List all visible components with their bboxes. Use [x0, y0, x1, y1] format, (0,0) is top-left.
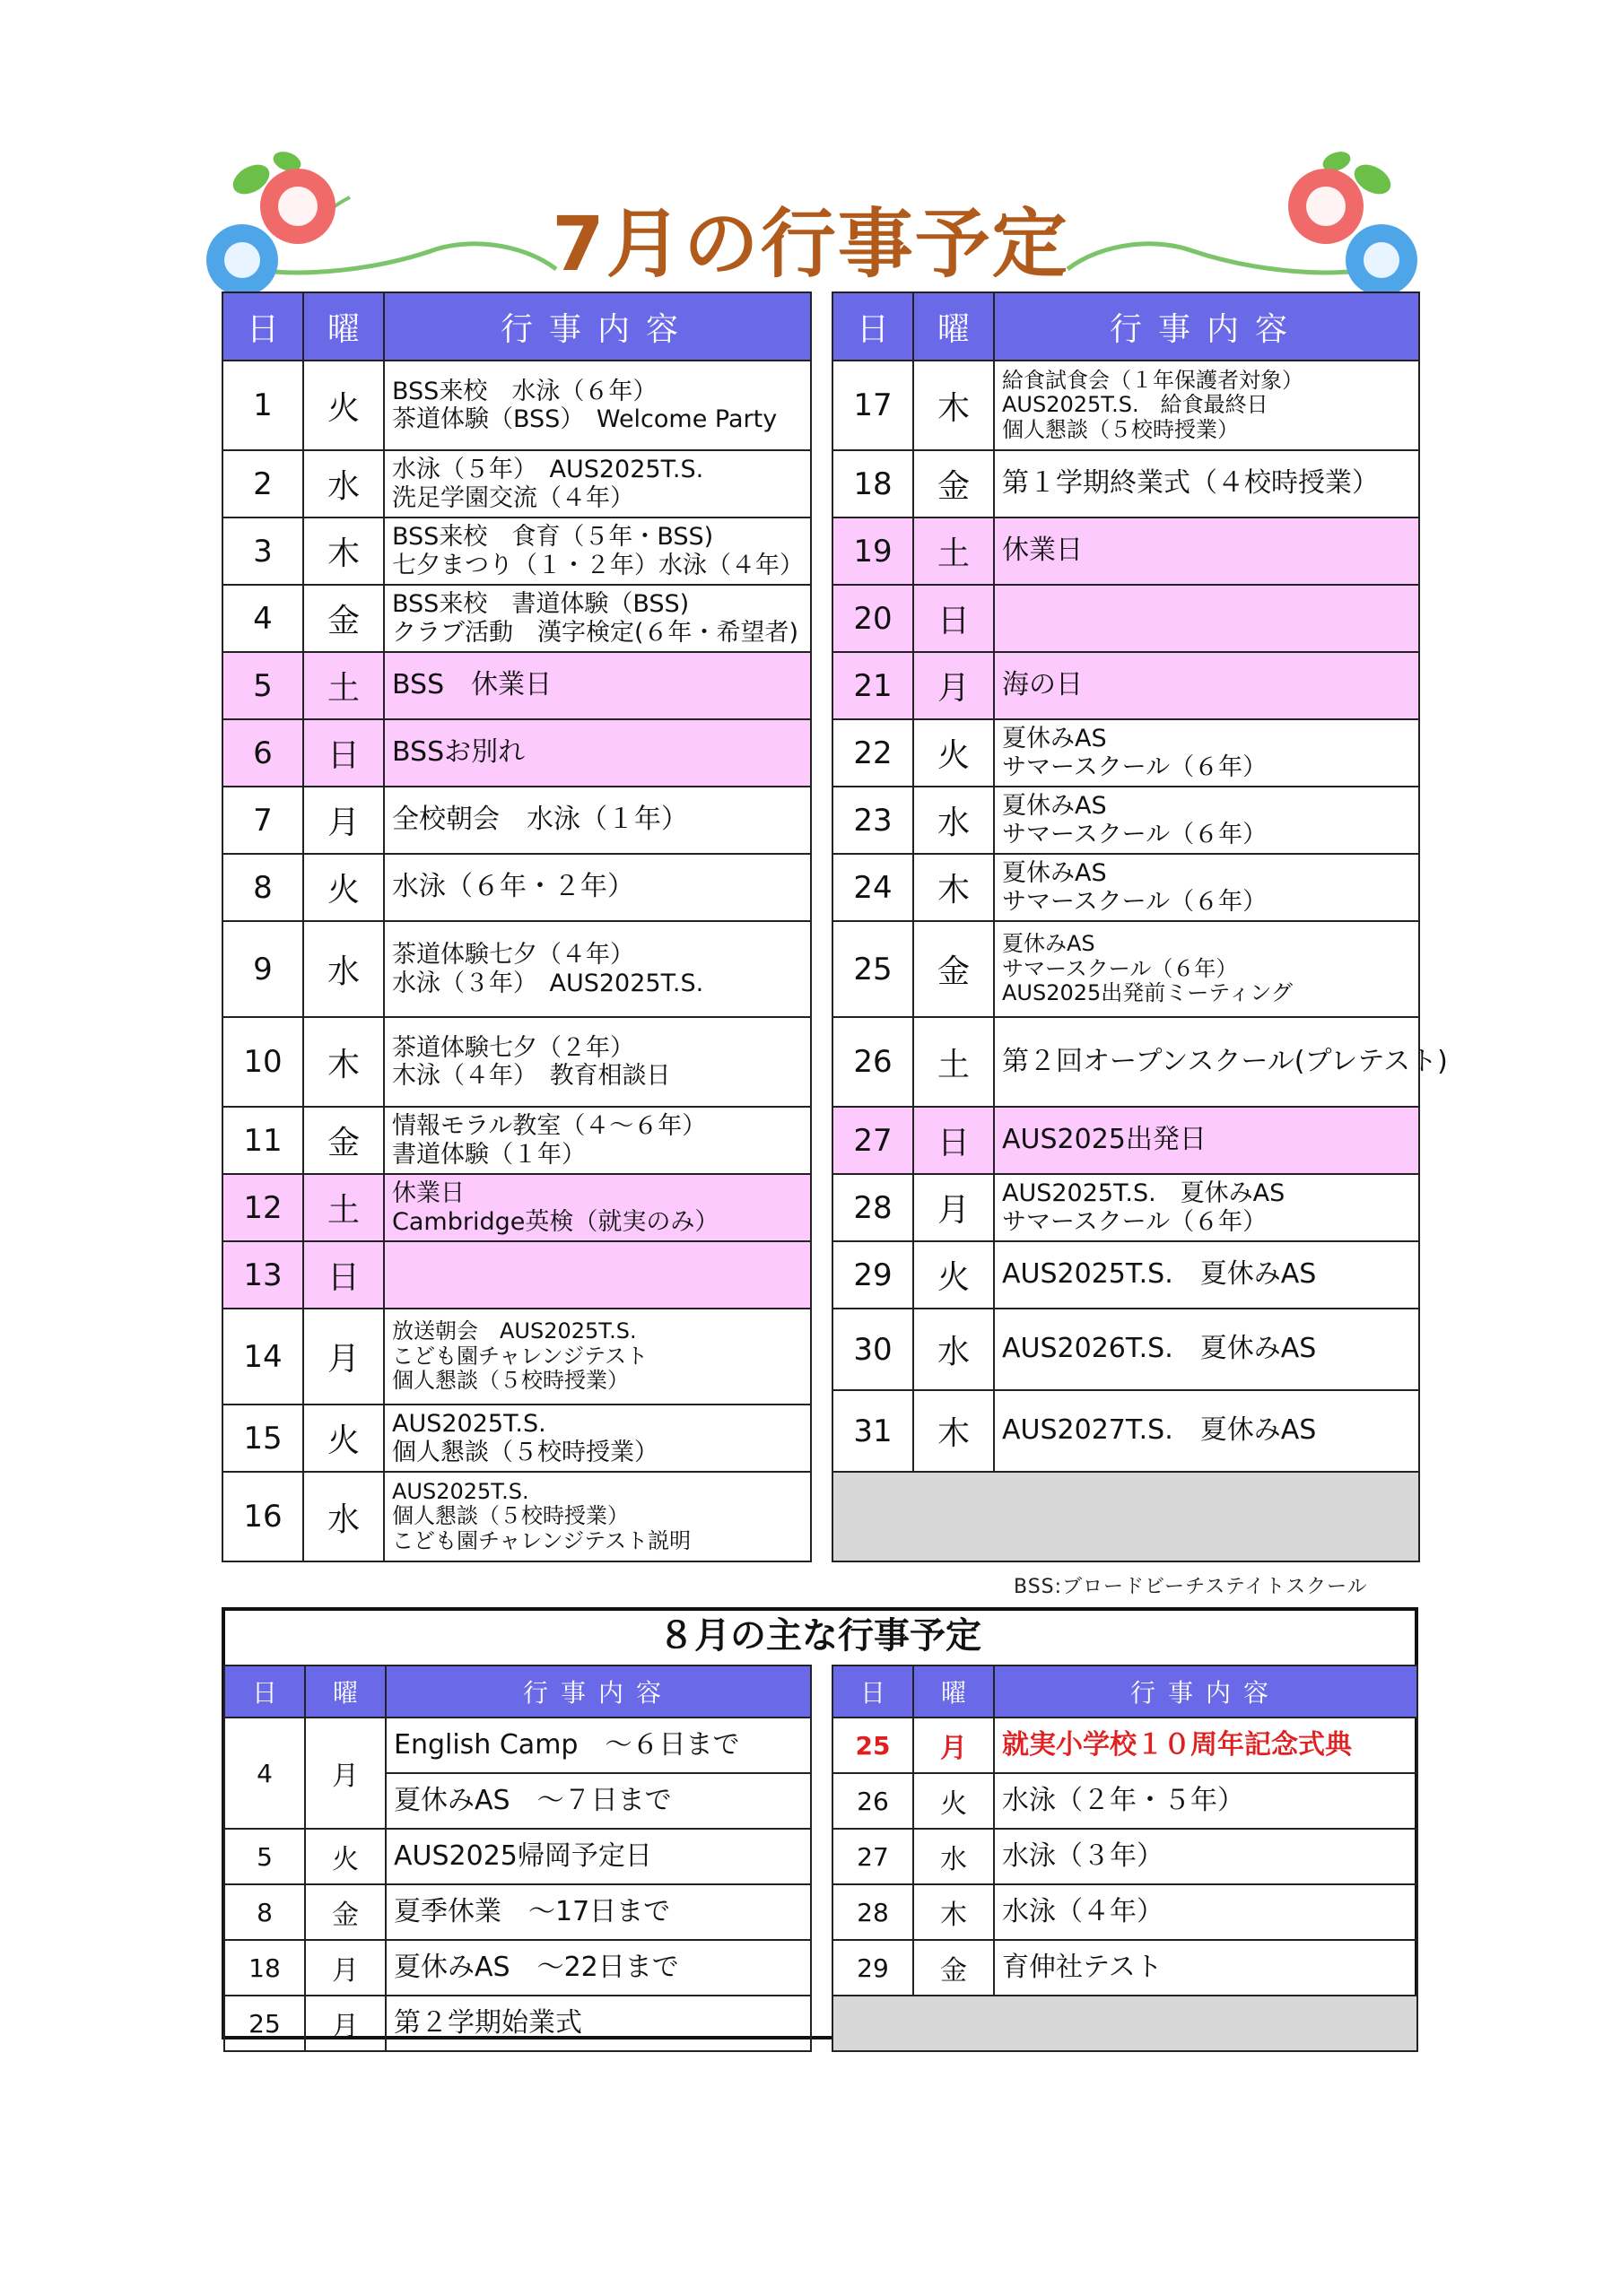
- table-row: [832, 787, 1419, 854]
- event-text: AUS2025T.S.: [392, 1410, 546, 1439]
- table-row: [832, 1773, 1417, 1829]
- event-text: こども園チャレンジテスト: [392, 1343, 649, 1369]
- event-text: 個人懇談（５校時授業）: [392, 1503, 629, 1529]
- table-row: [224, 1829, 811, 1884]
- event-cell: [994, 1884, 1417, 1940]
- event-text: 夏休みAS: [1002, 792, 1107, 821]
- event-cell: 夏休みAS 〜22日まで: [386, 1940, 811, 1996]
- event-text: AUS2025T.S.: [392, 1478, 529, 1504]
- empty-cell: [832, 1472, 1419, 1561]
- table-row: [222, 1017, 811, 1107]
- day-cell: 3: [222, 517, 303, 585]
- event-text: 夏休みAS: [1002, 931, 1095, 957]
- weekday-cell: 木: [303, 1017, 384, 1107]
- event-text: サマースクール（６年）: [1002, 820, 1268, 848]
- event-cell: English Camp 〜６日まで: [386, 1718, 811, 1773]
- event-text: サマースクール（６年）: [1002, 887, 1268, 916]
- event-cell: [994, 1940, 1417, 1996]
- day-cell: 12: [222, 1174, 303, 1241]
- table-row: [832, 1309, 1419, 1390]
- day-cell: 23: [832, 787, 913, 854]
- table-row: [832, 1390, 1419, 1472]
- day-cell: 9: [222, 921, 303, 1017]
- table-row: [832, 1107, 1419, 1174]
- day-cell: 27: [832, 1829, 913, 1884]
- event-cell: [994, 787, 1419, 854]
- event-text: 茶道体験（BSS） Welcome Party: [392, 405, 778, 433]
- weekday-cell: 木: [913, 1390, 994, 1472]
- weekday-cell: 水: [303, 921, 384, 1017]
- weekday-cell: 水: [913, 1829, 994, 1884]
- weekday-cell: 金: [913, 921, 994, 1017]
- weekday-cell: 土: [303, 652, 384, 719]
- event-text: AUS2025T.S. 夏休みAS: [1002, 1258, 1317, 1291]
- table-row: [224, 1940, 811, 1996]
- event-cell: [994, 1107, 1419, 1174]
- table-row: [832, 361, 1419, 450]
- event-cell: [384, 1017, 811, 1107]
- event-text: サマースクール（６年）: [1002, 955, 1238, 981]
- august-schedule-left: [223, 1665, 812, 2052]
- event-text: 就実小学校１０周年記念式典: [1002, 1728, 1352, 1761]
- header-day: 日: [832, 292, 913, 361]
- weekday-cell: 木: [913, 1884, 994, 1940]
- bss-note: BSS:ブロードビーチステイトスクール: [1014, 1576, 1368, 1598]
- header-content: 行事内容: [386, 1665, 811, 1718]
- weekday-cell: 月: [303, 1309, 384, 1405]
- weekday-cell: 月: [305, 1996, 386, 2051]
- header-content: 行事内容: [994, 292, 1419, 361]
- day-cell: 10: [222, 1017, 303, 1107]
- august-schedule-right: [832, 1665, 1418, 2052]
- event-text: 個人懇談（５校時授業）: [392, 1438, 658, 1466]
- event-text: 給食試食会（１年保護者対象）: [1002, 367, 1303, 393]
- event-text: 七夕まつり（１・２年）水泳（４年）: [392, 551, 804, 579]
- weekday-cell: 金: [913, 1940, 994, 1996]
- event-text: 書道体験（１年）: [392, 1140, 586, 1169]
- header-content: 行事内容: [994, 1665, 1417, 1718]
- table-row: [832, 921, 1419, 1017]
- weekday-cell: 金: [913, 450, 994, 517]
- empty-row: [832, 1996, 1417, 2051]
- event-text: 水泳（３年）: [1002, 1839, 1163, 1872]
- day-cell: 5: [222, 652, 303, 719]
- weekday-cell: 金: [303, 1107, 384, 1174]
- weekday-cell: 火: [303, 854, 384, 921]
- day-cell: 17: [832, 361, 913, 450]
- event-text: 個人懇談（５校時授業）: [1002, 416, 1239, 442]
- weekday-cell: 水: [303, 450, 384, 517]
- day-cell: 16: [222, 1472, 303, 1561]
- weekday-cell: 月: [305, 1940, 386, 1996]
- event-cell: [384, 450, 811, 517]
- day-cell: 6: [222, 719, 303, 787]
- event-text: 休業日: [392, 1179, 465, 1208]
- event-text: 洗足学園交流（４年）: [392, 483, 634, 512]
- event-text: こども園チャレンジテスト説明: [392, 1527, 692, 1553]
- day-cell: 5: [224, 1829, 305, 1884]
- day-cell: 8: [222, 854, 303, 921]
- weekday-cell: 月: [913, 1174, 994, 1241]
- event-cell: [384, 1174, 811, 1241]
- event-text: AUS2025T.S. 夏休みAS: [1002, 1179, 1285, 1208]
- weekday-cell: 月: [913, 652, 994, 719]
- weekday-cell: 木: [913, 361, 994, 450]
- day-cell: 25: [832, 921, 913, 1017]
- day-cell: 13: [222, 1241, 303, 1309]
- event-text: BSSお別れ: [392, 736, 526, 769]
- event-cell: [384, 854, 811, 921]
- july-schedule-right: [832, 291, 1448, 1562]
- july-schedule-left: [222, 291, 812, 1562]
- event-text: AUS2027T.S. 夏休みAS: [1002, 1414, 1317, 1447]
- empty-row: [832, 1472, 1419, 1561]
- day-cell: 4: [222, 585, 303, 652]
- table-row: [832, 517, 1419, 585]
- weekday-cell: 火: [913, 719, 994, 787]
- table-row: [832, 1241, 1419, 1309]
- event-text: サマースクール（６年）: [1002, 752, 1268, 781]
- event-cell: 第２学期始業式: [386, 1996, 811, 2051]
- day-cell: 8: [224, 1884, 305, 1940]
- event-text: 第２回オープンスクール(プレテスト): [1002, 1045, 1448, 1077]
- event-text: 情報モラル教室（４〜６年）: [392, 1112, 707, 1141]
- event-cell: [994, 517, 1419, 585]
- table-row: [832, 1884, 1417, 1940]
- weekday-cell: 水: [913, 1309, 994, 1390]
- event-text: 茶道体験七夕（２年）: [392, 1033, 634, 1062]
- weekday-cell: 火: [303, 1405, 384, 1472]
- event-cell: [994, 1241, 1419, 1309]
- event-cell: [994, 652, 1419, 719]
- august-title: ８月の主な行事予定: [658, 1615, 981, 1657]
- day-cell: 7: [222, 787, 303, 854]
- table-row: [222, 1472, 811, 1561]
- event-cell: [994, 1718, 1417, 1773]
- weekday-cell: 水: [913, 787, 994, 854]
- table-row: [222, 1174, 811, 1241]
- event-cell: 夏季休業 〜17日まで: [386, 1884, 811, 1940]
- weekday-cell: 火: [913, 1773, 994, 1829]
- event-text: 全校朝会 水泳（１年）: [392, 804, 688, 836]
- weekday-cell: 日: [913, 585, 994, 652]
- table-row: [222, 854, 811, 921]
- day-cell: 15: [222, 1405, 303, 1472]
- event-cell: [994, 1309, 1419, 1390]
- table-row: [222, 517, 811, 585]
- event-text: BSS来校 水泳（６年）: [392, 377, 658, 405]
- weekday-cell: 金: [305, 1884, 386, 1940]
- event-cell: [994, 719, 1419, 787]
- weekday-cell: 土: [913, 1017, 994, 1107]
- day-cell: 11: [222, 1107, 303, 1174]
- event-cell: [994, 1829, 1417, 1884]
- event-text: AUS2025T.S. 給食最終日: [1002, 392, 1268, 418]
- event-text: 第１学期終業式（４校時授業）: [1002, 467, 1379, 500]
- event-text: 茶道体験七夕（４年）: [392, 941, 634, 970]
- weekday-cell: 火: [913, 1241, 994, 1309]
- weekday-cell: 月: [305, 1718, 386, 1829]
- table-row: [832, 1174, 1419, 1241]
- day-cell: 28: [832, 1174, 913, 1241]
- day-cell: 25: [832, 1718, 913, 1773]
- weekday-cell: 月: [913, 1718, 994, 1773]
- table-row: [832, 1940, 1417, 1996]
- day-cell: 28: [832, 1884, 913, 1940]
- weekday-cell: 金: [303, 585, 384, 652]
- event-cell: [994, 1174, 1419, 1241]
- event-text: BSS来校 書道体験（BSS): [392, 590, 690, 619]
- table-row: [832, 1718, 1417, 1773]
- event-cell: [384, 719, 811, 787]
- weekday-cell: 土: [913, 517, 994, 585]
- weekday-cell: 日: [913, 1107, 994, 1174]
- event-cell: [384, 1107, 811, 1174]
- day-cell: 24: [832, 854, 913, 921]
- event-text: AUS2026T.S. 夏休みAS: [1002, 1333, 1317, 1365]
- table-row: [832, 719, 1419, 787]
- empty-cell: [832, 1996, 1417, 2051]
- header-weekday: 曜: [305, 1665, 386, 1718]
- event-cell: [384, 1472, 811, 1561]
- weekday-cell: 土: [303, 1174, 384, 1241]
- weekday-cell: 木: [913, 854, 994, 921]
- table-row: [222, 719, 811, 787]
- table-row: [222, 787, 811, 854]
- event-cell: [384, 1405, 811, 1472]
- event-text: 夏休みAS: [1002, 725, 1107, 753]
- event-cell: [384, 921, 811, 1017]
- event-cell: [994, 921, 1419, 1017]
- event-cell: [384, 1309, 811, 1405]
- table-row: [222, 921, 811, 1017]
- event-text: 個人懇談（５校時授業）: [392, 1368, 629, 1394]
- table-row: [224, 1884, 811, 1940]
- day-cell: 21: [832, 652, 913, 719]
- day-cell: 25: [224, 1996, 305, 2051]
- event-cell: [384, 1241, 811, 1309]
- weekday-cell: 日: [303, 1241, 384, 1309]
- event-text: 水泳（２年・５年）: [1002, 1784, 1244, 1816]
- event-cell: [994, 450, 1419, 517]
- event-text: 放送朝会 AUS2025T.S.: [392, 1318, 637, 1344]
- table-row: [222, 450, 811, 517]
- day-cell: 26: [832, 1773, 913, 1829]
- event-cell: [384, 787, 811, 854]
- day-cell: 2: [222, 450, 303, 517]
- table-row: [832, 1829, 1417, 1884]
- table-row: [222, 585, 811, 652]
- event-cell: [994, 1390, 1419, 1472]
- weekday-cell: 火: [303, 361, 384, 450]
- event-cell: [994, 854, 1419, 921]
- header-weekday: 曜: [913, 292, 994, 361]
- event-text: 夏休みAS: [1002, 859, 1107, 888]
- table-row: [832, 585, 1419, 652]
- event-cell: 夏休みAS 〜７日まで: [386, 1773, 811, 1829]
- header-weekday: 曜: [303, 292, 384, 361]
- event-cell: [384, 652, 811, 719]
- day-cell: 18: [832, 450, 913, 517]
- event-text: 木泳（４年） 教育相談日: [392, 1062, 671, 1090]
- header-weekday: 曜: [913, 1665, 994, 1718]
- day-cell: 29: [832, 1940, 913, 1996]
- day-cell: 4: [224, 1718, 305, 1829]
- event-text: サマースクール（６年）: [1002, 1207, 1268, 1236]
- event-text: 水泳（６年・２年）: [392, 871, 634, 903]
- table-row: [832, 450, 1419, 517]
- weekday-cell: 木: [303, 517, 384, 585]
- event-text: BSS来校 食育（５年・BSS): [392, 523, 714, 552]
- event-text: Cambridge英検（就実のみ）: [392, 1207, 719, 1236]
- table-row: [832, 1017, 1419, 1107]
- table-row: [222, 1405, 811, 1472]
- header-content: 行事内容: [384, 292, 811, 361]
- day-cell: 29: [832, 1241, 913, 1309]
- event-text: 水泳（４年）: [1002, 1895, 1163, 1927]
- event-text: 海の日: [1002, 669, 1083, 701]
- table-row: [222, 1107, 811, 1174]
- day-cell: 31: [832, 1390, 913, 1472]
- table-row: [224, 1718, 811, 1773]
- event-text: BSS 休業日: [392, 669, 553, 701]
- event-cell: [994, 1773, 1417, 1829]
- event-cell: [994, 585, 1419, 652]
- day-cell: 18: [224, 1940, 305, 1996]
- day-cell: 19: [832, 517, 913, 585]
- event-cell: [994, 361, 1419, 450]
- table-row: [224, 1996, 811, 2051]
- event-text: 水泳（５年） AUS2025T.S.: [392, 456, 704, 484]
- weekday-cell: 水: [303, 1472, 384, 1561]
- event-text: 休業日: [1002, 535, 1083, 567]
- page-title: 7月の行事予定: [552, 200, 1069, 288]
- day-cell: 26: [832, 1017, 913, 1107]
- event-cell: [384, 585, 811, 652]
- table-row: [222, 1309, 811, 1405]
- header-day: 日: [222, 292, 303, 361]
- weekday-cell: 日: [303, 719, 384, 787]
- table-row: [832, 854, 1419, 921]
- event-cell: [994, 1017, 1448, 1107]
- table-row: [222, 652, 811, 719]
- event-text: AUS2025出発前ミーティング: [1002, 980, 1293, 1006]
- event-cell: [384, 361, 811, 450]
- event-cell: [384, 517, 811, 585]
- table-row: [222, 1241, 811, 1309]
- event-text: 水泳（３年） AUS2025T.S.: [392, 969, 704, 997]
- table-row: [832, 652, 1419, 719]
- event-cell: AUS2025帰岡予定日: [386, 1829, 811, 1884]
- day-cell: 30: [832, 1309, 913, 1390]
- day-cell: 14: [222, 1309, 303, 1405]
- event-text: AUS2025出発日: [1002, 1124, 1207, 1156]
- day-cell: 27: [832, 1107, 913, 1174]
- day-cell: 1: [222, 361, 303, 450]
- event-text: クラブ活動 漢字検定(６年・希望者): [392, 618, 799, 647]
- day-cell: 22: [832, 719, 913, 787]
- table-row: [222, 361, 811, 450]
- event-text: 育伸社テスト: [1002, 1951, 1163, 1983]
- header-day: 日: [832, 1665, 913, 1718]
- header-day: 日: [224, 1665, 305, 1718]
- weekday-cell: 火: [305, 1829, 386, 1884]
- day-cell: 20: [832, 585, 913, 652]
- weekday-cell: 月: [303, 787, 384, 854]
